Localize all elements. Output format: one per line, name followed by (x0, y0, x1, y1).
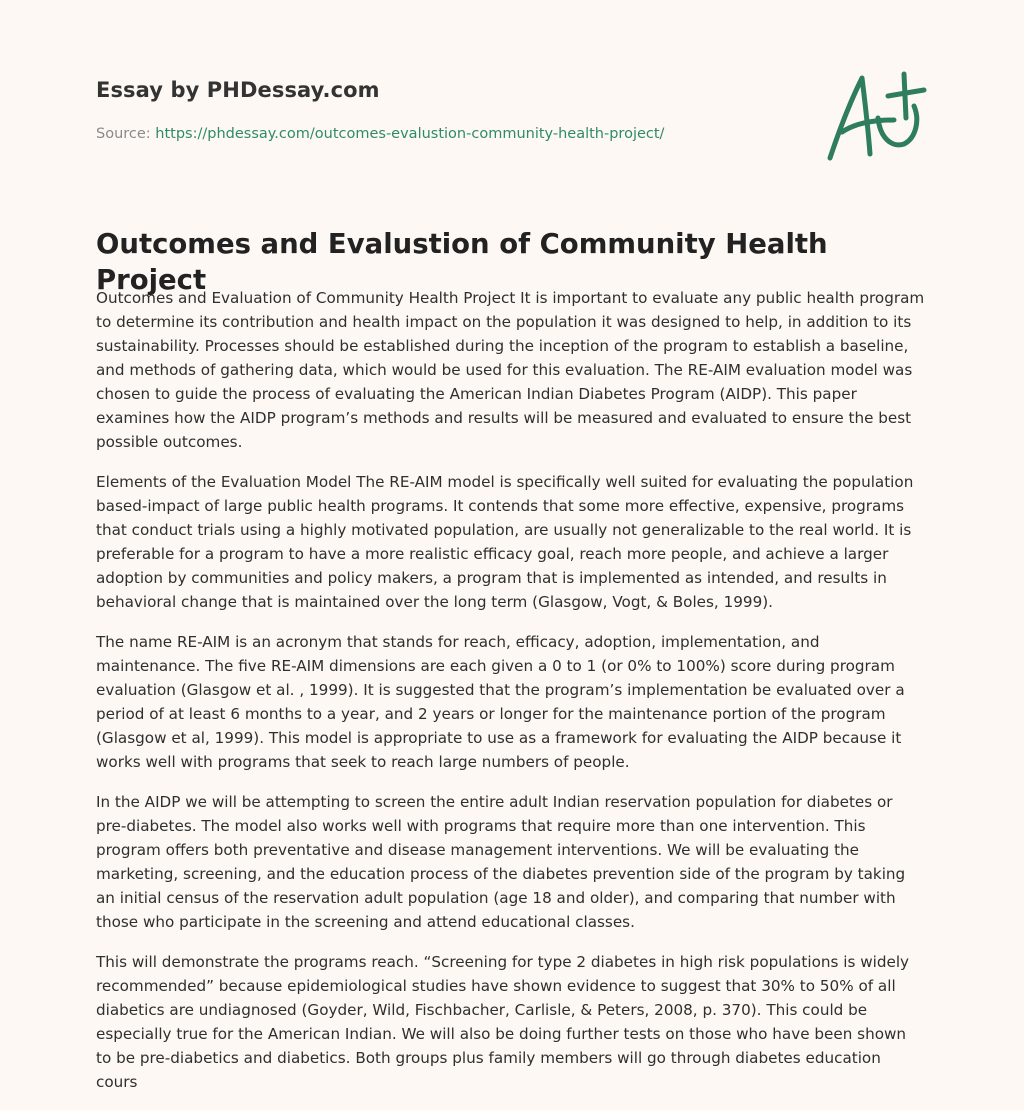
essay-header (96, 76, 796, 144)
source-line (96, 124, 796, 144)
source-link[interactable]: https://phdessay.com/outcomes-evalustion-community-health-project/ (155, 126, 665, 142)
paragraph: The name RE-AIM is an acronym that stands for reach, efficacy, adoption, implementation, and maintenance. The five RE-AIM dimensions are each given a 0 to 1 (or 0% to 100%) score during program evaluation (Glasgow et al. , 1999). It is suggested that the program’s implementation be evaluated over a period of at least 6 months to a year, and 2 years or longer for the maintenance portion of the program (Glasgow et al, 1999). This model is appropriate to use as a framework for evaluating the AIDP because it works well with programs that seek to reach large numbers of people. (96, 633, 905, 771)
site-brand: Essay by PHDessay.com (96, 78, 380, 102)
paragraph: In the AIDP we will be attempting to screen the entire adult Indian reservation population for diabetes or pre-diabetes. The model also works well with programs that require more than one intervention. This program offers both preventative and disease management interventions. We will be evaluating the marketing, screening, and the education process of the diabetes prevention side of the program by taking an initial census of the reservation adult population (age 18 and older), and comparing that number with those who participate in the screening and attend educational classes. (96, 793, 906, 931)
paragraph: This will demonstrate the programs reach. “Screening for type 2 diabetes in high risk populations is widely recommended” because epidemiological studies have shown evidence to suggest that 30% to 50% of all diabetics are undiagnosed (Goyder, Wild, Fischbacher, Carlisle, & Peters, 2008, p. 370). This could be especially true for the American Indian. We will also be doing further tests on those who have been shown to be pre-diabetics and diabetics. Both groups plus family members will go through diabetes education cours (96, 953, 910, 1091)
paragraph: Outcomes and Evaluation of Community Health Project It is important to evaluate any public health program to determine its contribution and health impact on the population it was designed to help, in addition to its sustainability. Processes should be established during the inception of the program to establish a baseline, and methods of gathering data, which would be used for this evaluation. The RE-AIM evaluation model was chosen to guide the process of evaluating the American Indian Diabetes Program (AIDP). This paper examines how the AIDP program’s methods and results will be measured and evaluated to ensure the best possible outcomes. (96, 289, 925, 451)
paragraph: Elements of the Evaluation Model The RE-AIM model is specifically well suited for evaluating the population based-impact of large public health programs. It contends that some more effective, expensive, programs that conduct trials using a highly motivated population, are usually not generalizable to the real world. It is preferable for a program to have a more realistic efficacy goal, reach more people, and achieve a larger adoption by communities and policy makers, a program that is implemented as intended, and results in behavioral change that is maintained over the long term (Glasgow, Vogt, & Boles, 1999). (96, 473, 914, 611)
source-label: Source: (96, 126, 151, 142)
essay-title: Outcomes and Evalustion of Community Health Project (96, 228, 828, 296)
essay-body (96, 286, 926, 1110)
a-plus-logo (820, 66, 930, 166)
a-plus-logo-icon (820, 66, 930, 166)
